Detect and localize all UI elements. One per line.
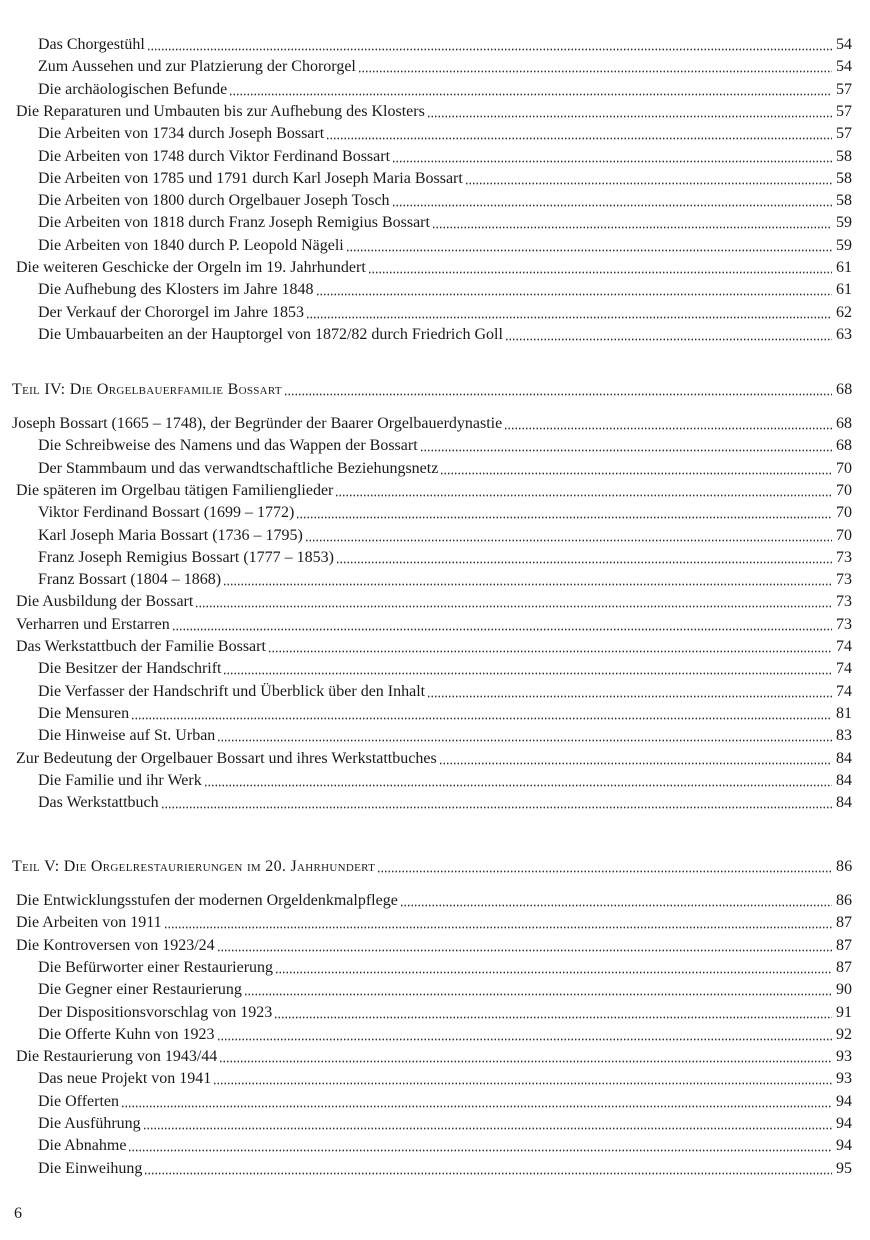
dot-leader [440, 472, 832, 475]
dot-leader [204, 784, 832, 787]
toc-entry-page: 95 [836, 1159, 852, 1177]
toc-entry-title: Das neue Projekt von 1941 [38, 1070, 212, 1088]
toc-entry-page: 74 [836, 682, 852, 700]
dot-leader [335, 494, 832, 497]
dot-leader [223, 583, 832, 586]
toc-entry-page: 63 [836, 325, 852, 343]
toc-entry-title: Die Arbeiten von 1785 und 1791 durch Karl Joseph Maria Bossart [38, 169, 463, 187]
toc-entry [0, 457, 870, 479]
dot-leader [274, 1016, 832, 1019]
toc-entry-page: 58 [836, 147, 852, 165]
toc-entry [0, 1067, 870, 1089]
part-heading-title: Teil IV: Die Orgelbauerfamilie Bossart [12, 381, 282, 398]
dot-leader [284, 393, 832, 396]
toc-entry-title: Die Umbauarbeiten an der Hauptorgel von 1872/82 durch Friedrich Goll [38, 325, 503, 343]
toc-entry [0, 524, 870, 546]
toc-entry-title: Franz Bossart (1804 – 1868) [38, 571, 222, 589]
toc-entry-page: 86 [836, 892, 852, 909]
dot-leader [121, 1105, 832, 1108]
toc-entry-title: Das Chorgestühl [38, 36, 145, 53]
dot-leader [144, 1172, 832, 1175]
toc-entry-title: Die Arbeiten von 1911 [16, 914, 162, 932]
toc-entry-page: 73 [836, 548, 852, 566]
dot-leader [346, 249, 832, 252]
toc-entry [0, 1023, 870, 1045]
toc-entry [0, 211, 870, 233]
toc-entry [0, 680, 870, 702]
toc-entry [0, 412, 870, 434]
toc-entry-title: Die Einweihung [38, 1159, 143, 1177]
toc-entry-title: Die Abnahme [38, 1137, 127, 1155]
toc-entry-page: 62 [836, 303, 852, 321]
dot-leader [465, 182, 832, 185]
dot-leader [217, 949, 832, 952]
toc-entry-page: 84 [836, 771, 852, 789]
toc-entry [0, 546, 870, 568]
dot-leader [420, 449, 832, 452]
toc-entry [0, 702, 870, 724]
toc-entry [0, 301, 870, 323]
toc-entry-page: 70 [836, 481, 852, 499]
toc-entry-title: Die Befürworter einer Restaurierung [38, 958, 274, 976]
toc-entry-title: Die Arbeiten von 1734 durch Joseph Bossart [38, 125, 325, 143]
toc-entry-page: 91 [836, 1003, 852, 1021]
toc-entry [0, 55, 870, 77]
part-heading [0, 378, 870, 400]
toc-entry-page: 87 [836, 914, 852, 932]
toc-entry-page: 54 [836, 58, 852, 76]
toc-entry-page: 92 [836, 1025, 852, 1043]
toc-entry [0, 33, 870, 55]
toc-entry-page: 94 [836, 1092, 852, 1110]
toc-entry-page: 74 [836, 660, 852, 678]
dot-leader [504, 427, 832, 430]
part-heading-page: 68 [836, 381, 853, 398]
toc-entry [0, 501, 870, 523]
toc-entry-page: 68 [836, 437, 852, 455]
dot-leader [128, 1149, 832, 1152]
dot-leader [377, 870, 832, 873]
dot-leader [131, 717, 832, 720]
toc-entry-title: Die Arbeiten von 1800 durch Orgelbauer Joseph Tosch [38, 192, 390, 210]
toc-entry [0, 145, 870, 167]
dot-leader [217, 1038, 832, 1041]
dot-leader [229, 93, 832, 96]
toc-entry-title: Die Entwicklungsstufen der modernen Orgeldenkmalpflege [16, 892, 398, 909]
toc-entry [0, 234, 870, 256]
toc-entry-title: Die Mensuren [38, 704, 130, 722]
dot-leader [427, 695, 832, 698]
toc-entry-page: 73 [836, 615, 852, 633]
toc-entry [0, 1112, 870, 1134]
toc-entry-title: Das Werkstattbuch der Familie Bossart [16, 638, 266, 655]
toc-entry [0, 590, 870, 612]
toc-entry [0, 100, 870, 122]
toc-entry [0, 635, 870, 657]
dot-leader [143, 1127, 832, 1130]
toc-entry-page: 90 [836, 981, 852, 999]
dot-leader [223, 672, 832, 675]
toc-entry [0, 1134, 870, 1156]
dot-leader [213, 1082, 832, 1085]
dot-leader [164, 926, 832, 929]
toc-entry [0, 479, 870, 501]
toc-entry-title: Die Ausführung [38, 1115, 141, 1132]
toc-entry-page: 59 [836, 214, 852, 232]
toc-entry [0, 613, 870, 635]
dot-leader [244, 993, 832, 996]
toc-entry-title: Die Aufhebung des Klosters im Jahre 1848 [38, 281, 314, 299]
toc-entry-title: Die Familie und ihr Werk [38, 771, 202, 789]
dot-leader [217, 739, 832, 742]
toc-entry [0, 724, 870, 746]
dot-leader [147, 48, 832, 51]
toc-entry [0, 167, 870, 189]
toc-entry-title: Karl Joseph Maria Bossart (1736 – 1795) [38, 526, 303, 544]
toc-entry-title: Die Offerte Kuhn von 1923 [38, 1025, 215, 1043]
toc-entry [0, 956, 870, 978]
toc-entry-title: Das Werkstattbuch [38, 794, 159, 812]
toc-entry [0, 1090, 870, 1112]
toc-entry-title: Die weiteren Geschicke der Orgeln im 19. Jahrhundert [16, 259, 366, 276]
toc-entry-page: 83 [836, 727, 852, 745]
toc-entry [0, 323, 870, 345]
toc-entry-title: Zur Bedeutung der Orgelbauer Bossart und ihres Werkstattbuches [16, 749, 437, 767]
toc-entry-title: Der Verkauf der Chororgel im Jahre 1853 [38, 303, 304, 321]
toc-entry-title: Die Arbeiten von 1748 durch Viktor Ferdinand Bossart [38, 147, 391, 165]
toc-entry-title: Der Dispositionsvorschlag von 1923 [38, 1003, 273, 1021]
toc-entry-title: Franz Joseph Remigius Bossart (1777 – 1853) [38, 548, 334, 566]
toc-entry-title: Joseph Bossart (1665 – 1748), der Begründer der Baarer Orgelbauerdynastie [12, 415, 503, 432]
toc-entry [0, 278, 870, 300]
toc-entry-page: 58 [836, 192, 852, 210]
toc-entry-title: Die Verfasser der Handschrift und Überblick über den Inhalt [38, 682, 426, 700]
toc-entry-title: Die Ausbildung der Bossart [16, 593, 194, 611]
dot-leader [172, 628, 832, 631]
toc-entry-page: 57 [836, 125, 852, 143]
toc-entry-title: Die Arbeiten von 1818 durch Franz Joseph Remigius Bossart [38, 214, 430, 232]
toc-entry-page: 54 [836, 36, 852, 53]
toc-entry-page: 93 [836, 1048, 852, 1066]
toc-entry-page: 94 [836, 1137, 852, 1155]
toc-entry-title: Die Hinweise auf St. Urban [38, 727, 216, 745]
toc-entry-page: 70 [836, 459, 852, 477]
toc-entry-title: Die Reparaturen und Umbauten bis zur Aufhebung des Klosters [16, 102, 425, 120]
toc-entry [0, 911, 870, 933]
toc-entry-page: 58 [836, 169, 852, 187]
dot-leader [392, 204, 832, 207]
toc-entry-title: Die Schreibweise des Namens und das Wappen der Bossart [38, 437, 418, 455]
dot-leader [296, 516, 832, 519]
toc-entry-page: 81 [836, 704, 852, 722]
dot-leader [336, 561, 832, 564]
dot-leader [305, 539, 832, 542]
toc-entry-title: Viktor Ferdinand Bossart (1699 – 1772) [38, 504, 295, 522]
dot-leader [505, 338, 832, 341]
toc-entry-title: Die Kontroversen von 1923/24 [16, 936, 215, 954]
toc-entry [0, 978, 870, 1000]
part-heading-page: 86 [836, 858, 853, 875]
toc-entry-title: Die Besitzer der Handschrift [38, 660, 222, 678]
toc-entry-page: 59 [836, 236, 852, 254]
toc-entry-title: Zum Aussehen und zur Platzierung der Chororgel [38, 58, 356, 76]
toc-entry-page: 68 [836, 415, 852, 432]
toc-entry-page: 70 [836, 504, 852, 522]
dot-leader [219, 1060, 832, 1063]
toc-entry-page: 61 [836, 281, 852, 299]
toc-entry-page: 57 [836, 102, 852, 120]
toc-entry [0, 1001, 870, 1023]
toc-entry [0, 122, 870, 144]
dot-leader [392, 160, 832, 163]
toc-entry [0, 791, 870, 813]
toc-entry [0, 1045, 870, 1067]
toc-entry-title: Die späteren im Orgelbau tätigen Familienglieder [16, 481, 334, 499]
toc-entry [0, 434, 870, 456]
toc-entry [0, 889, 870, 911]
toc-entry [0, 256, 870, 278]
toc-entry-page: 73 [836, 593, 852, 611]
toc-entry-page: 74 [836, 638, 852, 655]
toc-entry-page: 84 [836, 794, 852, 812]
toc-entry [0, 78, 870, 100]
toc-entry-title: Die Arbeiten von 1840 durch P. Leopold Nägeli [38, 236, 344, 254]
toc-entry-page: 70 [836, 526, 852, 544]
toc-entry-page: 93 [836, 1070, 852, 1088]
page-number: 6 [14, 1205, 22, 1222]
dot-leader [400, 904, 832, 907]
toc-entry-page: 73 [836, 571, 852, 589]
toc-entry [0, 568, 870, 590]
dot-leader [268, 650, 832, 653]
toc-entry [0, 934, 870, 956]
dot-leader [439, 762, 832, 765]
toc-entry-title: Der Stammbaum und das verwandtschaftliche Beziehungsnetz [38, 459, 439, 477]
toc-entry-title: Verharren und Erstarren [16, 615, 170, 633]
toc-entry-title: Die Restaurierung von 1943/44 [16, 1048, 218, 1066]
toc-entry [0, 747, 870, 769]
dot-leader [358, 70, 832, 73]
toc-entry-title: Die Gegner einer Restaurierung [38, 981, 242, 999]
dot-leader [316, 293, 832, 296]
toc-entry-page: 61 [836, 259, 852, 276]
dot-leader [427, 115, 832, 118]
toc-entry [0, 769, 870, 791]
dot-leader [368, 271, 832, 274]
toc-entry-page: 87 [836, 936, 852, 954]
dot-leader [306, 316, 832, 319]
dot-leader [195, 605, 832, 608]
dot-leader [161, 806, 832, 809]
toc-entry-page: 57 [836, 80, 852, 98]
dot-leader [275, 971, 832, 974]
toc-entry [0, 657, 870, 679]
toc-entry [0, 189, 870, 211]
toc-entry-page: 94 [836, 1115, 852, 1132]
dot-leader [432, 226, 832, 229]
toc-entry-title: Die archäologischen Befunde [38, 80, 228, 98]
part-heading [0, 855, 870, 877]
part-heading-title: Teil V: Die Orgelrestaurierungen im 20. Jahrhundert [12, 858, 376, 875]
toc-entry-page: 87 [836, 958, 852, 976]
toc-entry [0, 1157, 870, 1179]
toc-entry-title: Die Offerten [38, 1092, 119, 1110]
dot-leader [326, 137, 832, 140]
toc-entry-page: 84 [836, 749, 852, 767]
